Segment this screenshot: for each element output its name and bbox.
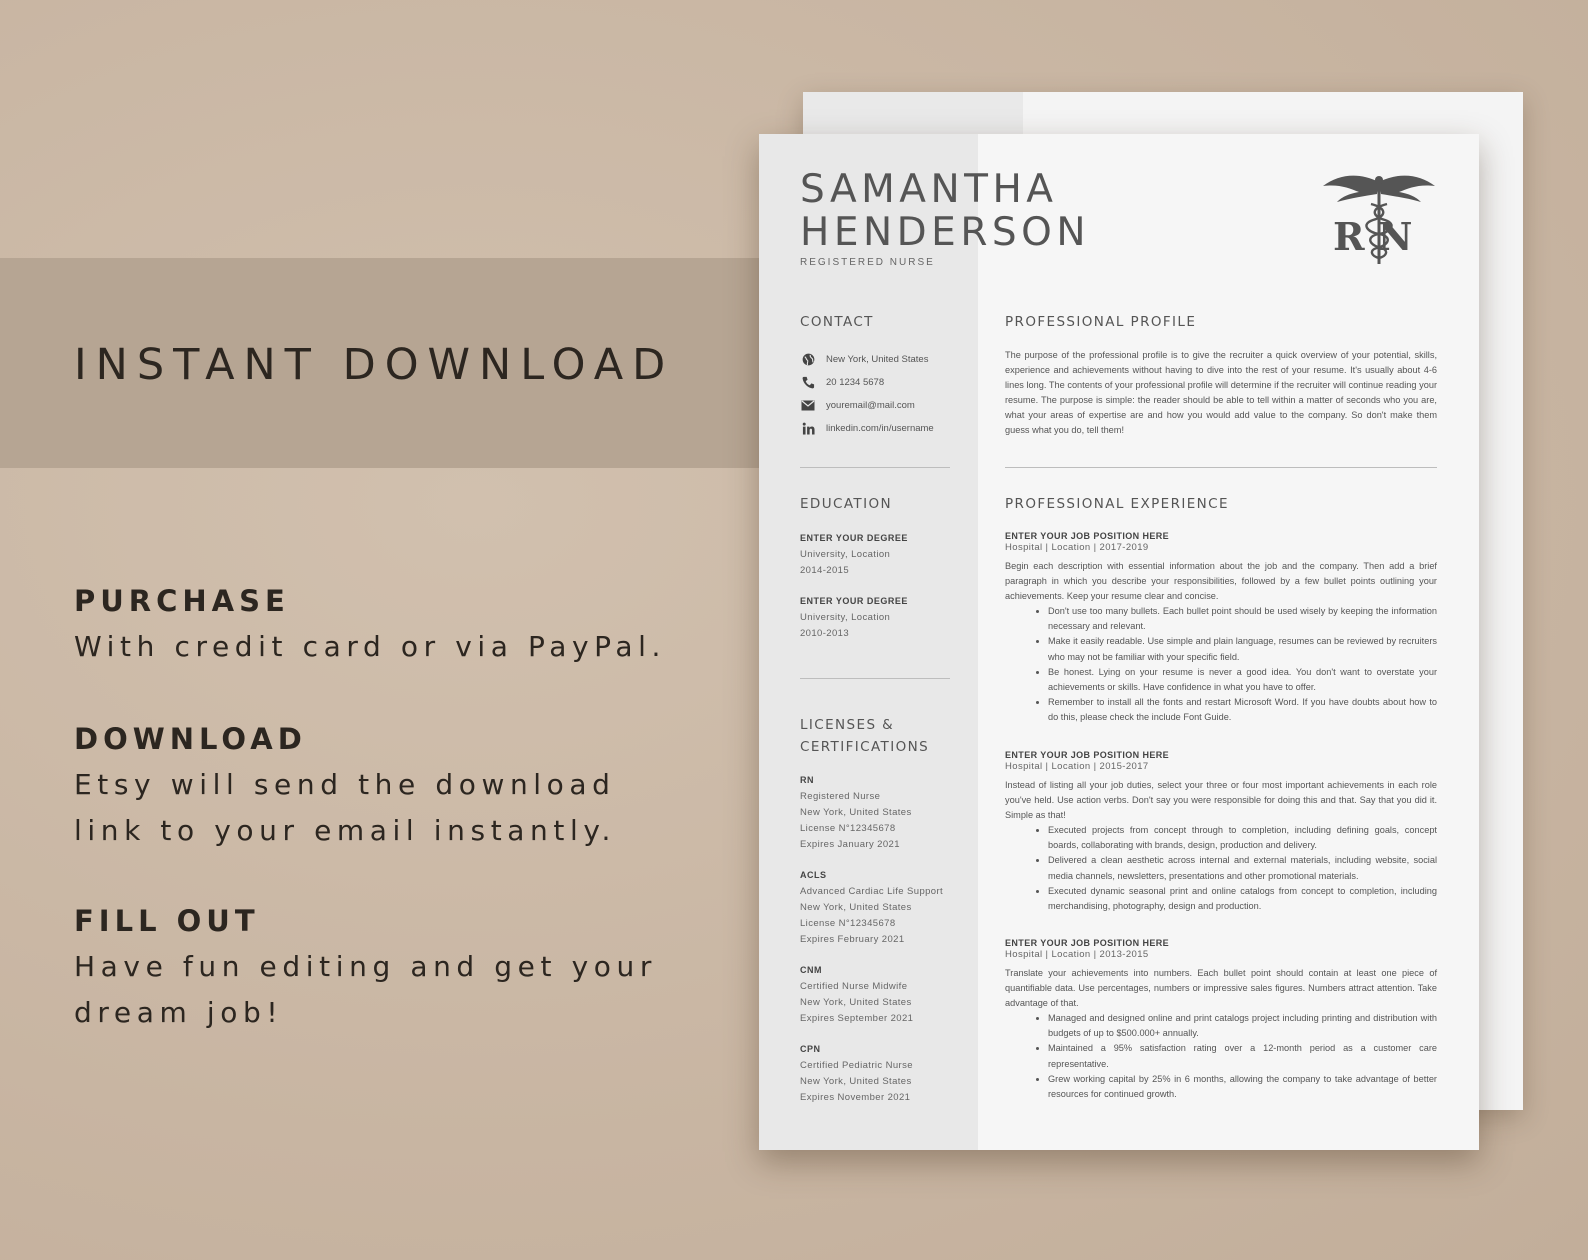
contact-email [800, 398, 915, 412]
license-code: ACLS [800, 870, 827, 880]
step-heading: PURCHASE [74, 584, 290, 618]
job-entry [1005, 750, 1437, 914]
resume-role: REGISTERED NURSE [800, 257, 935, 268]
sidebar-divider [800, 678, 950, 679]
license-line: Expires February 2021 [800, 934, 905, 945]
license-item [800, 1041, 913, 1106]
school: University, Location [800, 549, 891, 560]
contact-text: youremail@mail.com [826, 399, 915, 411]
education-heading: EDUCATION [800, 496, 892, 512]
license-item [800, 867, 943, 948]
profile-text: The purpose of the professional profile is to give the recruiter a quick overview of your potential, skills, experience and achievements without having to dive into the rest of your resume. It's usually about 4-6 lines long. The contents of your professional profile will determine if the recruiter will continue reading your resume. The purpose is simple: the reader should be able to tell within a matter of seconds who you are, what your areas of expertise are and how you would add value to the company. So don't make them guess what you do, tell them! [1005, 350, 1437, 436]
license-line: Certified Pediatric Nurse [800, 1060, 913, 1071]
job-bullet: • Make it easily readable. Use simple and plain language, resumes can be reviewed by recruiters who may not be familiar with your specific field. [1048, 634, 1437, 664]
resume-page [759, 134, 1479, 1150]
linkedin-icon [800, 421, 816, 435]
license-line: Expires November 2021 [800, 1092, 911, 1103]
license-line: New York, United States [800, 997, 912, 1008]
job-bullet: • Don't use too many bullets. Each bullet point should be used wisely by keeping the information necessary and relevant. [1048, 604, 1437, 634]
mail-icon [800, 398, 816, 412]
job-bullet: • Delivered a clean aesthetic across internal and external materials, including website, social media channels, newsletters, presentations and other promotional materials. [1048, 853, 1437, 883]
caduceus-logo-icon [1319, 164, 1439, 274]
license-code: CPN [800, 1044, 821, 1054]
job-description: Translate your achievements into numbers. Each bullet point should contain at least one piece of quantifiable data. Use percentages, numbers or impressive sales figures. Numbers attract attention. Take advantage of that. [1005, 968, 1437, 1009]
job-description: Instead of listing all your job duties, select your three or four most important achievements in each role you've held. Use action verbs. Don't say you were responsible for doing this and that. Say that you did it. Simple as that! [1005, 780, 1437, 821]
resume-name [800, 168, 1090, 254]
promo-title: INSTANT DOWNLOAD [74, 340, 675, 390]
job-meta: Hospital | Location | 2015-2017 [1005, 761, 1149, 772]
license-code: RN [800, 775, 814, 785]
job-title: ENTER YOUR JOB POSITION HERE [1005, 750, 1170, 760]
education-item [800, 530, 908, 579]
contact-heading: CONTACT [800, 314, 874, 330]
job-bullet: • Executed dynamic seasonal print and online catalogs from concept to completion, including merchandising, photography, design and production. [1048, 884, 1437, 914]
license-line: New York, United States [800, 902, 912, 913]
education-item [800, 593, 908, 642]
job-bullet: • Executed projects from concept through to completion, including defining goals, concept boards, collaborating with brands, design, production and delivery. [1048, 823, 1437, 853]
job-bullet: • Be honest. Lying on your resume is never a good idea. You don't want to overstate your achievements or skills. Have confidence in what you have to offer. [1048, 665, 1437, 695]
license-line: New York, United States [800, 807, 912, 818]
globe-icon [800, 352, 816, 366]
job-meta: Hospital | Location | 2017-2019 [1005, 542, 1149, 553]
step-heading: DOWNLOAD [74, 722, 307, 756]
licenses-heading-line: CERTIFICATIONS [800, 739, 930, 755]
licenses-heading-line: LICENSES & [800, 717, 895, 733]
license-line: License N°12345678 [800, 823, 896, 834]
job-bullets [1048, 1011, 1437, 1102]
step-text: With credit card or via PayPal. [74, 630, 667, 663]
licenses-heading [800, 714, 929, 758]
sidebar-divider [800, 467, 950, 468]
job-entry [1005, 938, 1437, 1102]
license-line: Expires January 2021 [800, 839, 900, 850]
job-title: ENTER YOUR JOB POSITION HERE [1005, 938, 1170, 948]
step-download [74, 722, 616, 854]
profile-heading: PROFESSIONAL PROFILE [1005, 314, 1197, 330]
years: 2010-2013 [800, 628, 850, 639]
license-line: New York, United States [800, 1076, 912, 1087]
contact-linkedin [800, 421, 934, 435]
name-last: HENDERSON [800, 210, 1091, 255]
job-bullet: • Remember to install all the fonts and restart Microsoft Word. If you have doubts about how to do this, please check the include Font Guide. [1048, 695, 1437, 725]
license-item [800, 962, 913, 1027]
license-item [800, 772, 912, 853]
experience-heading: PROFESSIONAL EXPERIENCE [1005, 496, 1229, 512]
contact-text: 20 1234 5678 [826, 376, 885, 388]
school: University, Location [800, 612, 891, 623]
job-title: ENTER YOUR JOB POSITION HERE [1005, 531, 1170, 541]
step-text: Have fun editing and get your dream job! [74, 950, 657, 1029]
contact-phone [800, 375, 884, 389]
job-meta: Hospital | Location | 2013-2015 [1005, 949, 1149, 960]
job-bullet: • Managed and designed online and print catalogs project including printing and distribution with budgets of up to $500.000+ annually. [1048, 1011, 1437, 1041]
contact-location [800, 352, 928, 366]
contact-text: New York, United States [826, 353, 929, 365]
license-line: License N°12345678 [800, 918, 896, 929]
step-heading: FILL OUT [74, 904, 260, 938]
step-purchase [74, 584, 666, 670]
years: 2014-2015 [800, 565, 850, 576]
job-entry [1005, 531, 1437, 725]
license-line: Certified Nurse Midwife [800, 981, 908, 992]
name-first: SAMANTHA [800, 167, 1058, 212]
job-bullets [1048, 604, 1437, 725]
job-bullet: • Maintained a 95% satisfaction rating over a 12-month period as a customer care representative. [1048, 1041, 1437, 1071]
license-code: CNM [800, 965, 822, 975]
step-fill-out [74, 904, 657, 1036]
job-bullet: • Grew working capital by 25% in 6 months, allowing the company to take advantage of better resources for continued growth. [1048, 1072, 1437, 1102]
contact-text: linkedin.com/in/username [826, 422, 934, 434]
job-description: Begin each description with essential information about the job and the company. Then add a brief paragraph in which you describe your responsibilities, followed by a few bullet points outlining your achievements. Keep your resume clear and concise. [1005, 561, 1437, 602]
step-text: Etsy will send the download link to your email instantly. [74, 768, 617, 847]
license-line: Advanced Cardiac Life Support [800, 886, 944, 897]
license-line: Registered Nurse [800, 791, 881, 802]
logo-letters: R N [1333, 214, 1413, 259]
job-bullets [1048, 823, 1437, 914]
degree: ENTER YOUR DEGREE [800, 533, 908, 543]
degree: ENTER YOUR DEGREE [800, 596, 908, 606]
license-line: Expires September 2021 [800, 1013, 914, 1024]
main-divider [1005, 467, 1437, 468]
phone-icon [800, 375, 816, 389]
